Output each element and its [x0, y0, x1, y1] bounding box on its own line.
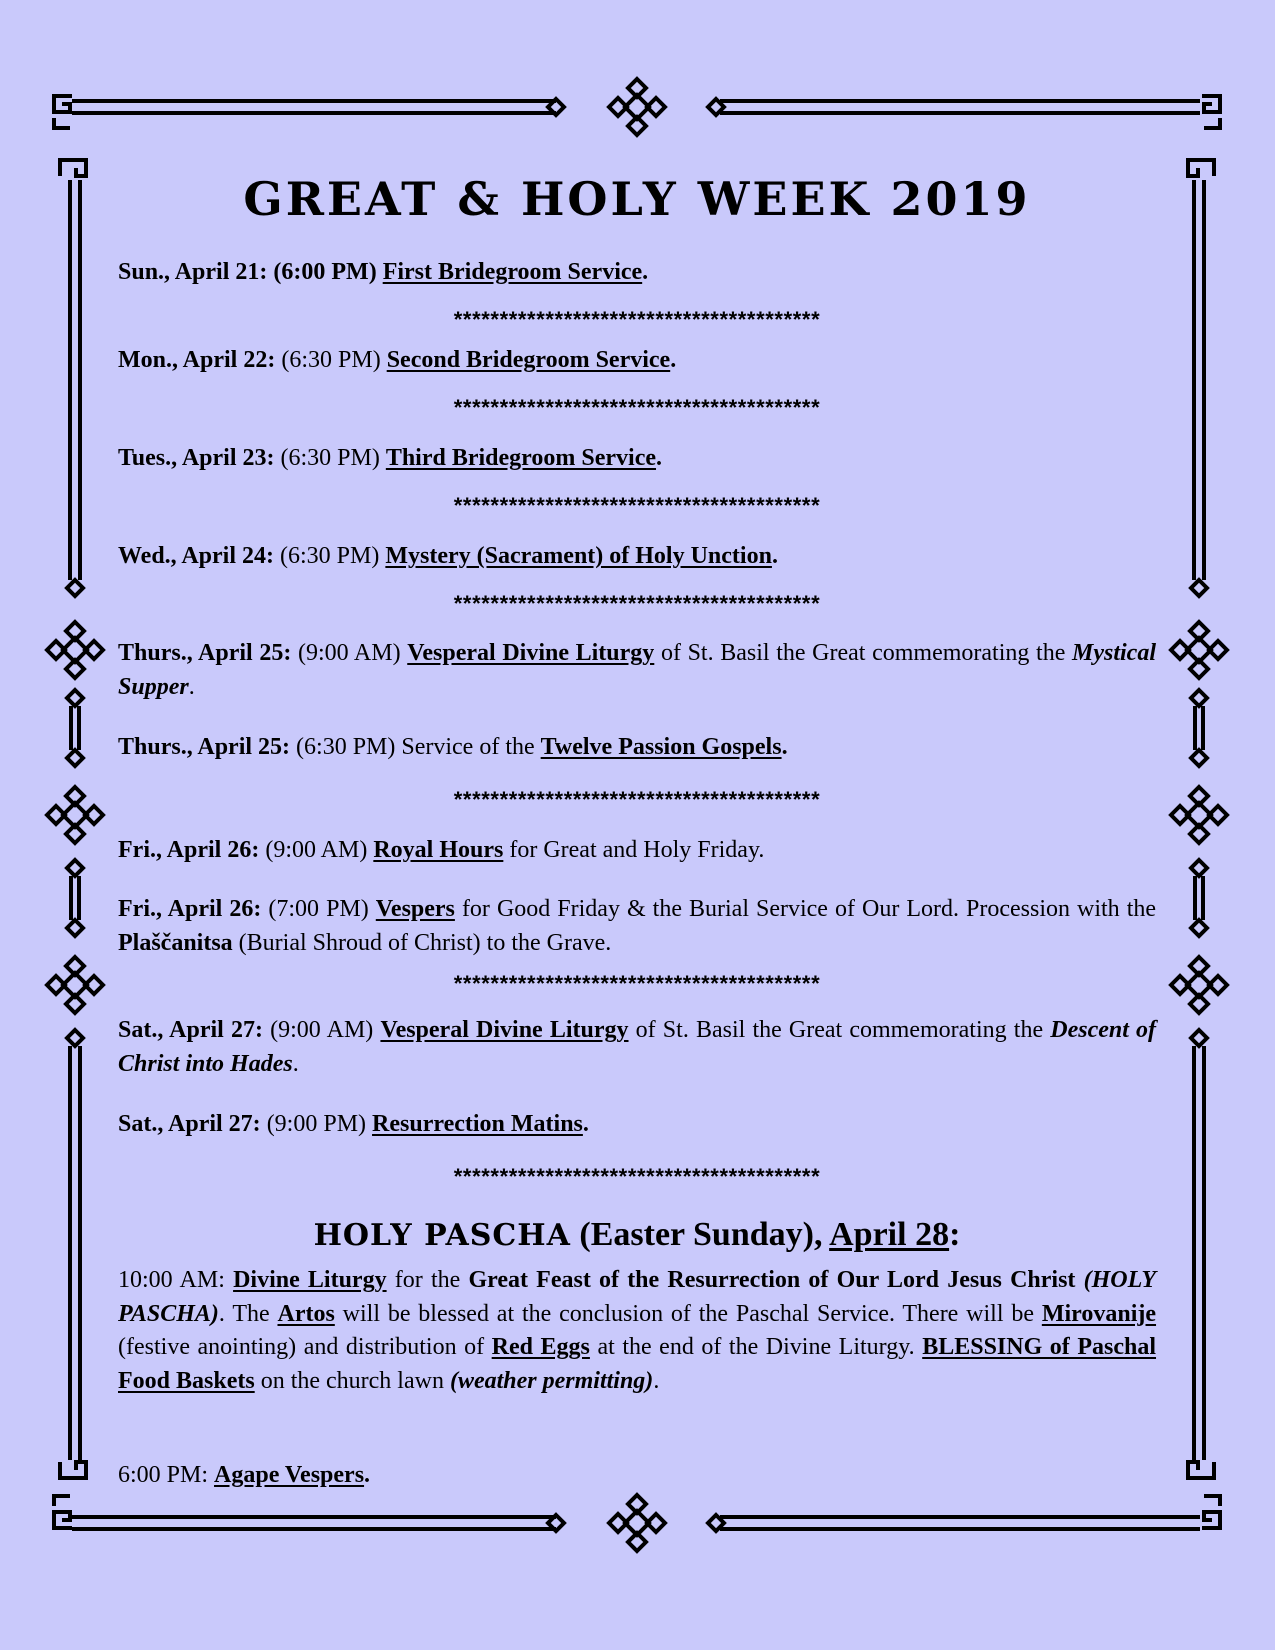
right-border	[1171, 160, 1227, 1478]
entry-friday-hours: Fri., April 26: (9:00 AM) Royal Hours for Great and Holy Friday.	[118, 837, 765, 863]
entry-friday-vespers: Fri., April 26: (7:00 PM) Vespers for Good Friday & the Burial Service of Our Lord. Procession with the Plaščanitsa (Burial Shroud of Christ) to the Grave.	[118, 896, 1157, 956]
entry-sunday: Sun., April 21: (6:00 PM) First Bridegroom Service.	[118, 259, 649, 285]
separator: ****************************************	[453, 1164, 821, 1189]
entry-thursday-liturgy: Thurs., April 25: (9:00 AM) Vesperal Divine Liturgy of St. Basil the Great commemorating the Mystical Supper.	[118, 640, 1156, 700]
entry-pascha-liturgy: 10:00 AM: Divine Liturgy for the Great Feast of the Resurrection of Our Lord Jesus Christ (HOLY PASCHA). The Artos will be blessed at the conclusion of the Paschal Service. There will be Mirovanije (festive anointing) and distribution of Red Eggs at the end of the Divine Liturgy. BLESSING of Paschal Food Baskets on the church lawn (weather permitting).	[118, 1267, 1157, 1394]
entry-monday: Mon., April 22: (6:30 PM) Second Bridegroom Service.	[118, 347, 677, 373]
entry-thursday-gospels: Thurs., April 25: (6:30 PM) Service of the Twelve Passion Gospels.	[118, 734, 788, 760]
separator: ****************************************	[453, 395, 821, 420]
entry-wednesday: Wed., April 24: (6:30 PM) Mystery (Sacrament) of Holy Unction.	[118, 543, 778, 569]
entry-tuesday: Tues., April 23: (6:30 PM) Third Bridegroom Service.	[118, 445, 663, 471]
entry-saturday-matins: Sat., April 27: (9:00 PM) Resurrection Matins.	[118, 1111, 589, 1137]
page-title: GREAT & HOLY WEEK 2019	[243, 172, 1031, 226]
schedule-content	[118, 0, 1156, 1650]
pascha-heading: HOLY PASCHA (Easter Sunday), April 28:	[313, 1216, 961, 1253]
separator: ****************************************	[453, 591, 821, 616]
left-border	[47, 160, 103, 1478]
separator: ****************************************	[453, 787, 821, 812]
separator: ****************************************	[453, 307, 821, 332]
separator: ****************************************	[453, 493, 821, 518]
separator: ****************************************	[453, 971, 821, 996]
entry-saturday-liturgy: Sat., April 27: (9:00 AM) Vesperal Divine Liturgy of St. Basil the Great commemorating the Descent of Christ into Hades.	[118, 1017, 1157, 1077]
entry-agape-vespers: 6:00 PM: Agape Vespers.	[118, 1462, 371, 1488]
